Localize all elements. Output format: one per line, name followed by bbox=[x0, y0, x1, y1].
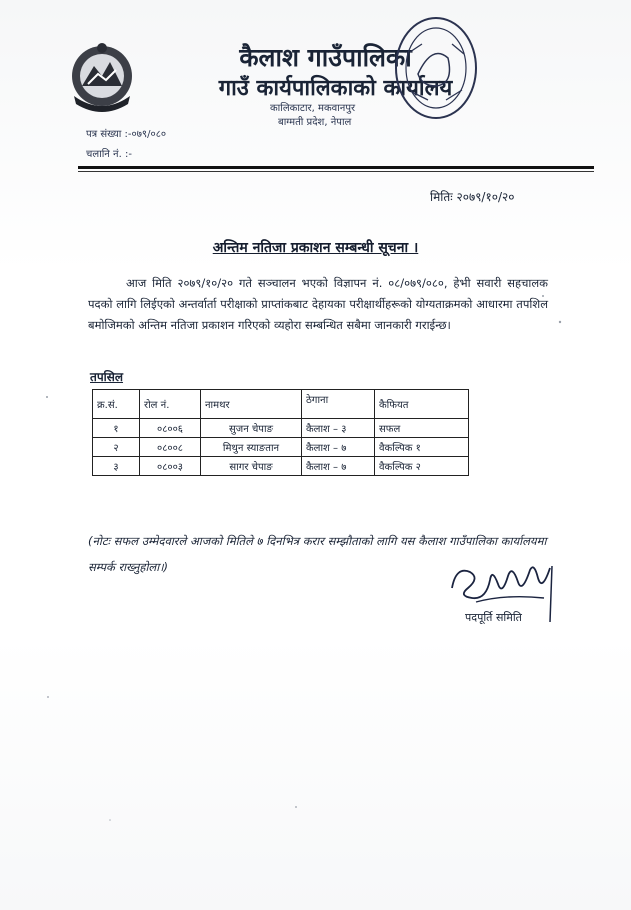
cell-serial: १ bbox=[93, 419, 140, 438]
address-line-2: बाग्मती प्रदेश, नेपाल bbox=[278, 117, 352, 128]
cell-serial: २ bbox=[93, 438, 140, 457]
cell-serial: ३ bbox=[93, 457, 140, 476]
signatory-label: पदपूर्ति समिति bbox=[465, 611, 522, 624]
notice-subject: अन्तिम नतिजा प्रकाशन सम्बन्धी सूचना । bbox=[212, 240, 419, 256]
cell-remarks: सफल bbox=[375, 419, 469, 438]
org-name: कैलाश गाउँपालिका bbox=[239, 43, 412, 72]
column-header-address: ठेगाना bbox=[302, 390, 375, 419]
cell-address: कैलाश – ३ bbox=[302, 419, 375, 438]
cell-name: सागर चेपाङ bbox=[201, 457, 302, 476]
column-header-name: नामथर bbox=[201, 390, 302, 419]
cell-roll: ०८००६ bbox=[140, 419, 201, 438]
cell-roll: ०८००८ bbox=[140, 438, 201, 457]
cell-remarks: वैकल्पिक १ bbox=[375, 438, 469, 457]
column-header-roll: रोल नं. bbox=[140, 390, 201, 419]
cell-remarks: वैकल्पिक २ bbox=[375, 457, 469, 476]
letter-date: मितिः २०७९/१०/२० bbox=[430, 190, 515, 204]
cell-address: कैलाश – ७ bbox=[302, 457, 375, 476]
column-header-serial: क्र.सं. bbox=[93, 390, 140, 419]
reference-number: पत्र संख्या :-०७९/०८० bbox=[86, 129, 167, 140]
table-heading: तपसिल bbox=[90, 370, 124, 384]
office-name: गाउँ कार्यपालिकाको कार्यालय bbox=[218, 76, 453, 101]
dispatch-number: चलानि नं. :- bbox=[86, 149, 132, 160]
notice-note: (नोटः सफल उम्मेदवारले आजको मितिले ७ दिनभित्र करार सम्झौताको लागि यस कैलाश गाउँपालिका कार्यालयमा सम्पर्क राख्नुहोला।) bbox=[88, 534, 547, 574]
cell-roll: ०८००३ bbox=[140, 457, 201, 476]
cell-address: कैलाश – ७ bbox=[302, 438, 375, 457]
notice-body-text: आज मिति २०७९/१०/२० गते सञ्चालन भएको विज्ञापन नं. ०८/०७९/०८०, हेभी सवारी सहचालक पदको लागि लिईएको अन्तर्वार्ता परीक्षाको प्राप्तांकबाट देहायका परीक्षार्थीहरूको योग्यताक्रमको आधारमा तपशिल बमोजिमको अन्तिम नतिजा प्रकाशन गरिएको व्यहोरा सम्बन्धित सबैमा जानकारी गराईन्छ। bbox=[88, 276, 548, 332]
cell-name: मिथुन स्याङतान bbox=[201, 438, 302, 457]
cell-name: सुजन चेपाङ bbox=[201, 419, 302, 438]
address-line-1: कालिकाटार, मकवानपुर bbox=[270, 103, 356, 114]
column-header-remarks: कैफियत bbox=[375, 390, 469, 419]
